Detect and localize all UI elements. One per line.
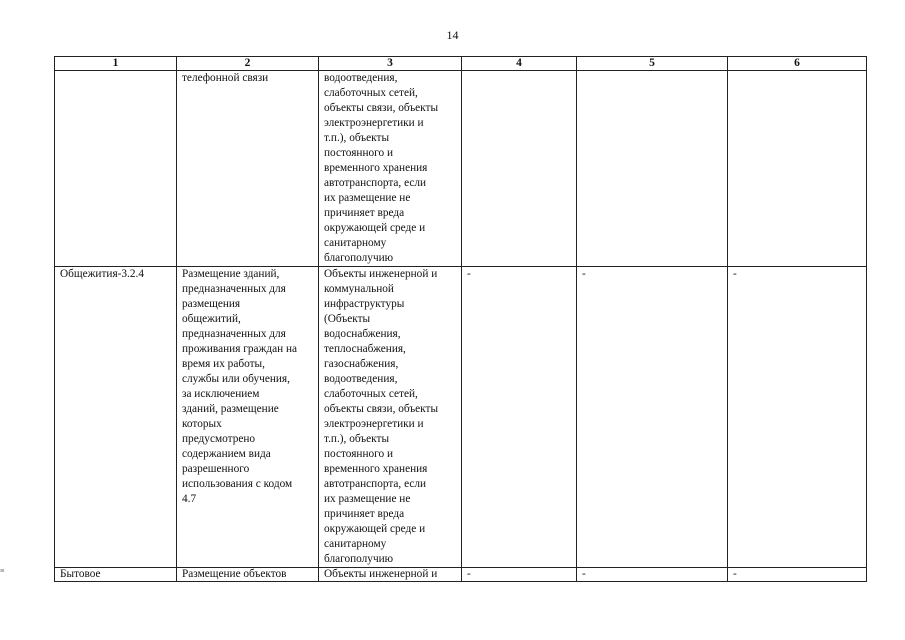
cell-text-line: предназначенных для xyxy=(182,328,286,340)
table-row xyxy=(55,267,867,568)
cell-text-line: т.п.), объекты xyxy=(324,132,390,144)
cell-text-line: водоотведения, xyxy=(324,72,398,84)
cell-text-line: их размещение не xyxy=(324,192,411,204)
cell-text-line: электроэнергетики и xyxy=(324,117,424,129)
cell-text-line: автотранспорта, если xyxy=(324,177,427,189)
cell-text-line: телефонной связи xyxy=(182,72,269,84)
cell-text-line: автотранспорта, если xyxy=(324,478,427,490)
cell-text-line: зданий, размещение xyxy=(182,403,279,415)
cell-text-line: использования с кодом xyxy=(182,478,293,490)
cell-text-line: Размещение объектов xyxy=(182,568,287,580)
cell-text-line: временного хранения xyxy=(324,463,428,475)
cell-col5: - xyxy=(577,267,728,568)
cell-use-type: Бытовое xyxy=(55,568,177,582)
header-col-6: 6 xyxy=(728,57,867,71)
header-row xyxy=(55,57,867,71)
cell-text-line: за исключением xyxy=(182,388,260,400)
header-col-5: 5 xyxy=(577,57,728,71)
cell-col4: - xyxy=(462,267,577,568)
cell-text-line: окружающей среде и xyxy=(324,523,426,535)
cell-text-line: 4.7 xyxy=(182,493,197,505)
cell-auxiliary-objects xyxy=(319,267,462,568)
cell-text-line: инфраструктуры xyxy=(324,298,405,310)
cell-text-line: объекты связи, объекты xyxy=(324,403,439,415)
cell-col5: - xyxy=(577,568,728,582)
cell-text-line: теплоснабжения, xyxy=(324,343,406,355)
cell-text-line: водоотведения, xyxy=(324,373,398,385)
cell-text-line: слаботочных сетей, xyxy=(324,87,418,99)
cell-use-type xyxy=(55,71,177,267)
cell-col4 xyxy=(462,71,577,267)
cell-description xyxy=(177,71,319,267)
page-number: 14 xyxy=(446,28,459,42)
cell-text-line: временного хранения xyxy=(324,162,428,174)
cell-text-line: постоянного и xyxy=(324,448,394,460)
cell-text-line: общежитий, xyxy=(182,313,241,325)
cell-text-line: предназначенных для xyxy=(182,283,286,295)
cell-text-line: причиняет вреда xyxy=(324,508,405,520)
cell-text-line: которых xyxy=(182,418,222,430)
cell-description xyxy=(177,568,319,582)
cell-text-line: размещения xyxy=(182,298,241,310)
cell-col5 xyxy=(577,71,728,267)
cell-text-line: слаботочных сетей, xyxy=(324,388,418,400)
cell-text-line: газоснабжения, xyxy=(324,358,399,370)
cell-text-line: (Объекты xyxy=(324,313,371,325)
header-col-2: 2 xyxy=(177,57,319,71)
cell-col6 xyxy=(728,71,867,267)
margin-mark: ≡ xyxy=(0,566,5,575)
cell-text-line: службы или обучения, xyxy=(182,373,290,385)
cell-text-line: благополучию xyxy=(324,553,394,565)
header-col-1: 1 xyxy=(55,57,177,71)
cell-text-line: т.п.), объекты xyxy=(324,433,390,445)
document-table xyxy=(54,56,867,582)
cell-description xyxy=(177,267,319,568)
cell-text-line: причиняет вреда xyxy=(324,207,405,219)
cell-text-line: проживания граждан на xyxy=(182,343,298,355)
cell-auxiliary-objects xyxy=(319,71,462,267)
table-row xyxy=(55,568,867,582)
cell-text-line: санитарному xyxy=(324,237,387,249)
cell-text-line: водоснабжения, xyxy=(324,328,401,340)
cell-text-line: содержанием вида xyxy=(182,448,271,460)
cell-text-line: разрешенного xyxy=(182,463,250,475)
cell-col6: - xyxy=(728,267,867,568)
cell-text-line: Размещение зданий, xyxy=(182,268,280,280)
table-row xyxy=(55,71,867,267)
cell-use-type: Общежития-3.2.4 xyxy=(55,267,177,568)
cell-text-line: предусмотрено xyxy=(182,433,256,445)
header-col-4: 4 xyxy=(462,57,577,71)
cell-text-line: их размещение не xyxy=(324,493,411,505)
cell-col6: - xyxy=(728,568,867,582)
cell-text-line: постоянного и xyxy=(324,147,394,159)
cell-text-line: время их работы, xyxy=(182,358,265,370)
cell-text-line: коммунальной xyxy=(324,283,394,295)
cell-text-line: Объекты инженерной и xyxy=(324,268,438,280)
cell-text-line: окружающей среде и xyxy=(324,222,426,234)
cell-col4: - xyxy=(462,568,577,582)
cell-text-line: благополучию xyxy=(324,252,394,264)
cell-text-line: электроэнергетики и xyxy=(324,418,424,430)
cell-auxiliary-objects xyxy=(319,568,462,582)
cell-text-line: санитарному xyxy=(324,538,387,550)
header-col-3: 3 xyxy=(319,57,462,71)
cell-text-line: объекты связи, объекты xyxy=(324,102,439,114)
cell-text-line: Объекты инженерной и xyxy=(324,568,438,580)
